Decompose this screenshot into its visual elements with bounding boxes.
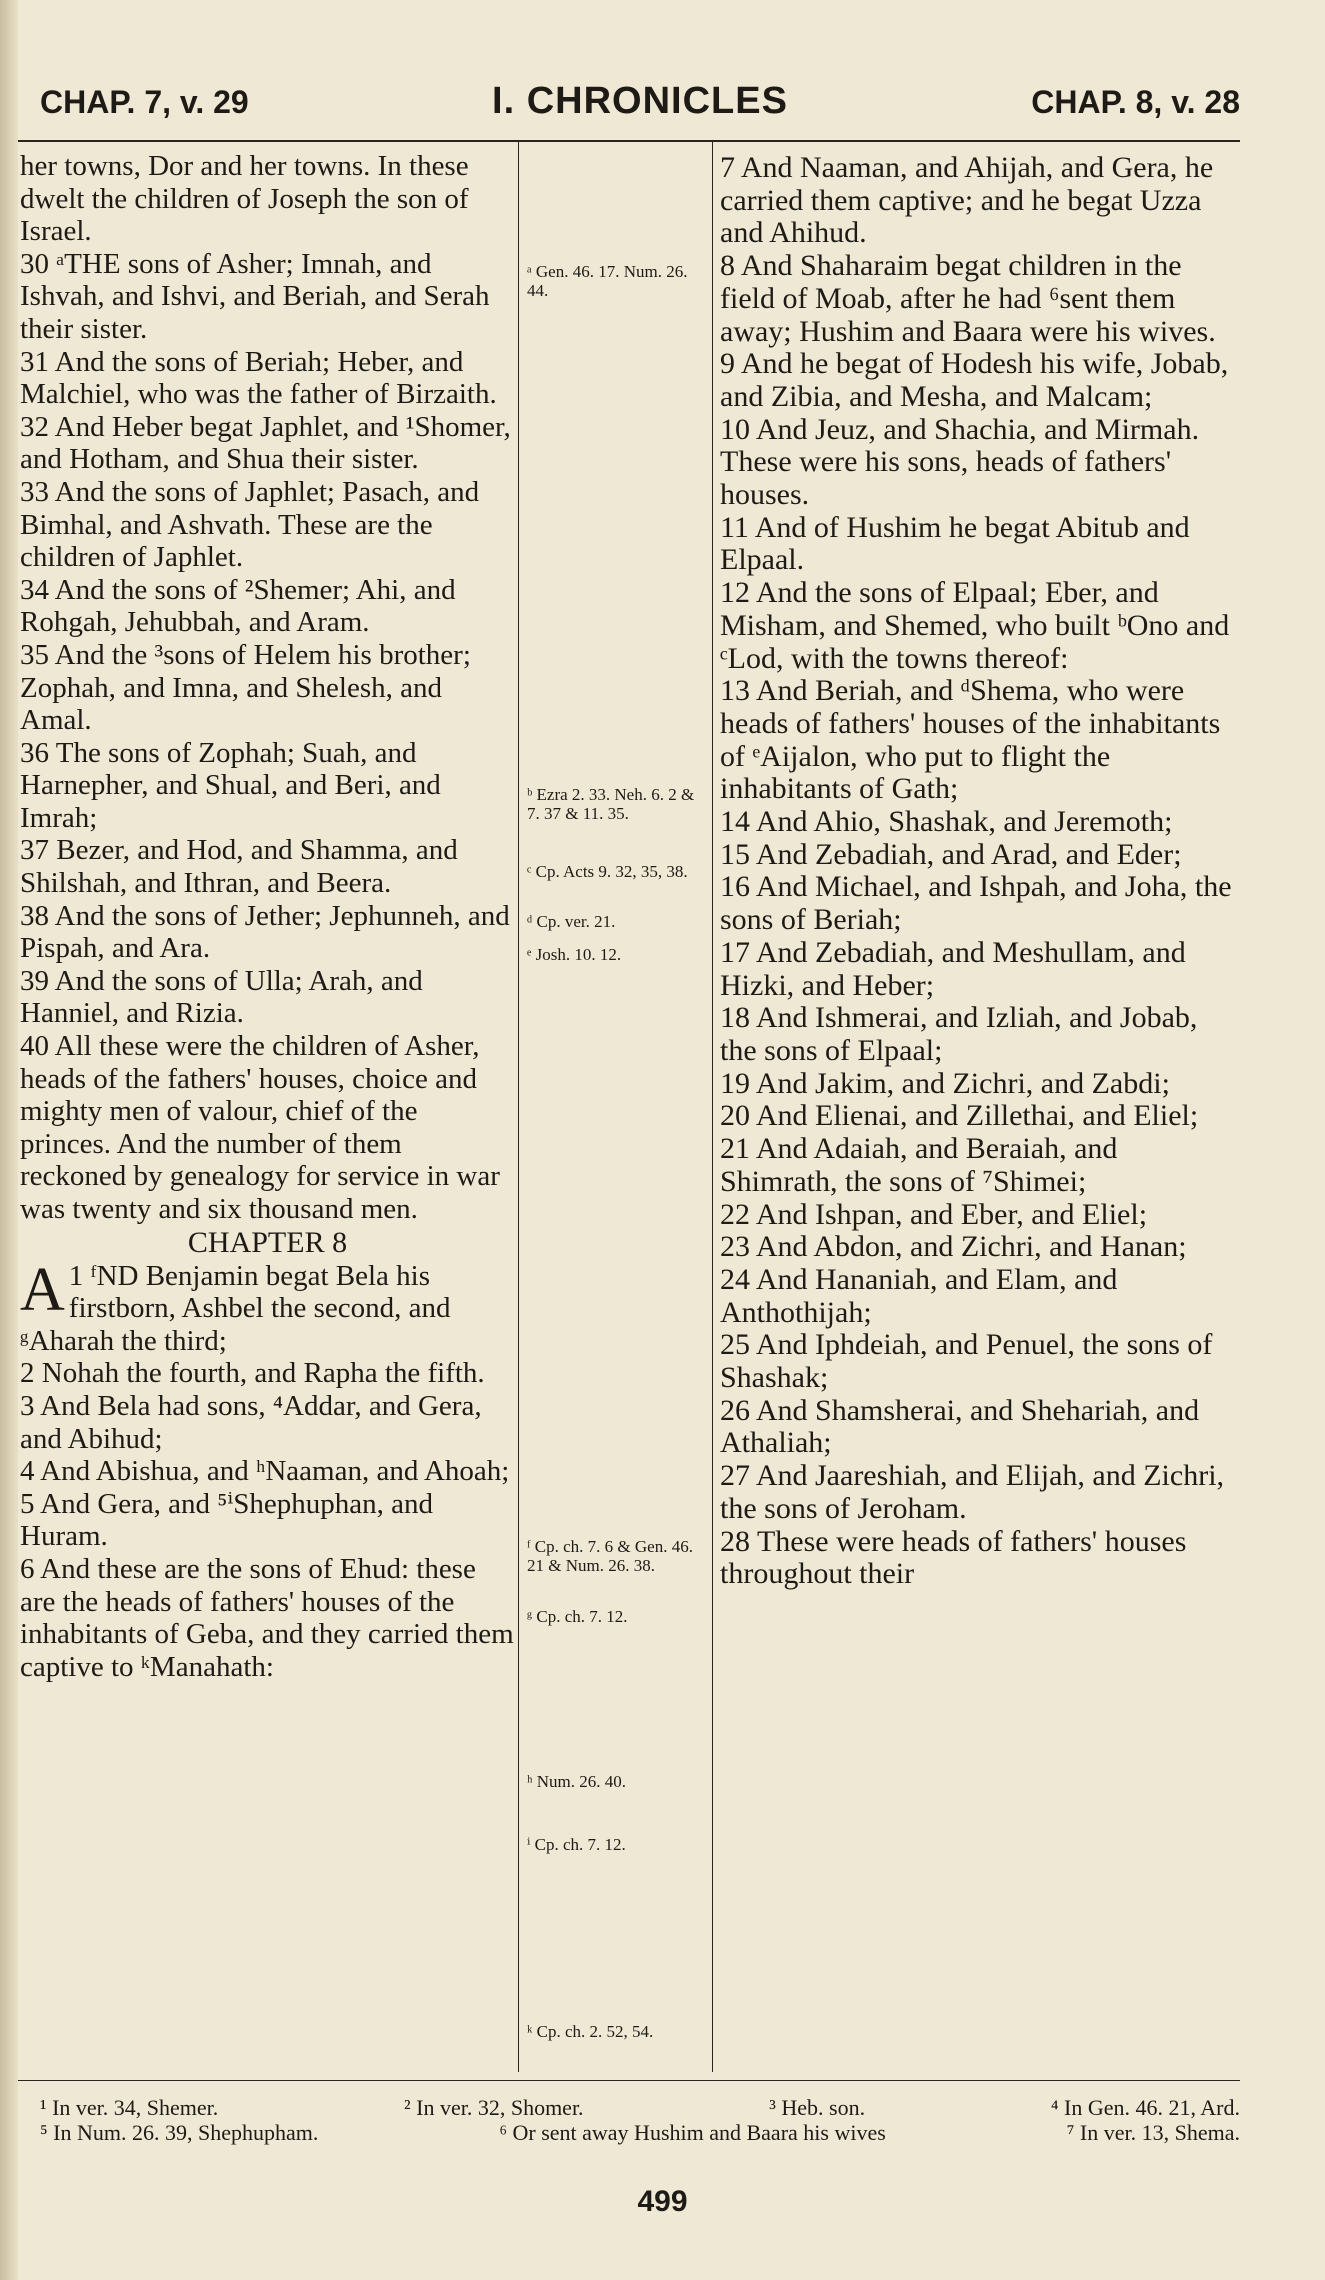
footnote: ⁴ In Gen. 46. 21, Ard. (1050, 2095, 1240, 2120)
verse-7-37: 37 Bezer, and Hod, and Shamma, and Shilshah, and Ithran, and Beera. (20, 834, 458, 900)
verse-8-15: 15 And Zebadiah, and Arad, and Eder; (720, 837, 1182, 871)
verse-8-25: 25 And Iphdeiah, and Penuel, the sons of Shashak; (720, 1328, 1213, 1395)
verse-7-35: 35 And the ³sons of Helem his brother; Zophah, and Imna, and Shelesh, and Amal. (20, 638, 471, 737)
verse-8-1-text: ND Benjamin begat Bela his firstborn, Ashbel the second, and ᵍAharah the third; (20, 1259, 451, 1357)
verse-8-19: 19 And Jakim, and Zichri, and Zabdi; (720, 1066, 1170, 1100)
footnote: ⁵ In Num. 26. 39, Shephupham. (40, 2120, 319, 2145)
header-left: CHAP. 7, v. 29 (40, 84, 249, 120)
cross-reference: ᵏ Cp. ch. 2. 52, 54. (527, 2022, 654, 2041)
left-text-column (20, 150, 515, 2070)
verse-7-34: 34 And the sons of ²Shemer; Ahi, and Rohgah, Jehubbah, and Aram. (20, 573, 456, 639)
verse-8-7: 7 And Naaman, and Ahijah, and Gera, he carried them captive; and he begat Uzza and Ahihud. (720, 152, 1214, 250)
verse-8-8: 8 And Shaharaim begat children in the field of Moab, after he had ⁶sent them away; Hushim and Baara were his wives. (720, 249, 1216, 348)
verse-7-38: 38 And the sons of Jether; Jephunneh, and Pispah, and Ara. (20, 899, 510, 965)
footnote: ⁷ In ver. 13, Shema. (1066, 2120, 1240, 2145)
cross-reference: ᵃ Gen. 46. 17. Num. 26. 44. (527, 262, 688, 300)
verse-8-14: 14 And Ahio, Shashak, and Jeremoth; (720, 805, 1173, 839)
cross-reference: ᶜ Cp. Acts 9. 32, 35, 38. (527, 862, 688, 881)
verse-8-28: 28 These were heads of fathers' houses throughout their (720, 1524, 1187, 1591)
verse-7-30: 30 ᵃTHE sons of Asher; Imnah, and Ishvah, and Ishvi, and Beriah, and Serah their sister. (20, 247, 490, 345)
footnotes (40, 2095, 1240, 2145)
book-title: I. CHRONICLES (492, 80, 788, 122)
footnote: ² In ver. 32, Shomer. (404, 2095, 584, 2120)
verse-8-17: 17 And Zebadiah, and Meshullam, and Hizki, and Heber; (720, 935, 1186, 1002)
cross-reference: ᶠ Cp. ch. 7. 6 & Gen. 46. 21 & Num. 26. 38. (527, 1537, 693, 1575)
right-text-column (720, 152, 1240, 2072)
verse-8-21: 21 And Adaiah, and Beraiah, and Shimrath, the sons of ⁷Shimei; (720, 1132, 1118, 1198)
cross-reference: ᵉ Josh. 10. 12. (527, 945, 622, 964)
page-gutter-shadow (0, 0, 18, 2280)
verse-8-26: 26 And Shamsherai, and Shehariah, and Athaliah; (720, 1393, 1200, 1460)
verse-7-31: 31 And the sons of Beriah; Heber, and Malchiel, who was the father of Birzaith. (20, 345, 497, 411)
footnote: ⁶ Or sent away Hushim and Baara his wives (499, 2120, 886, 2145)
cross-reference: ᵍ Cp. ch. 7. 12. (527, 1607, 628, 1626)
verse-8-13: 13 And Beriah, and ᵈShema, who were heads of fathers' houses of the inhabitants of ᵉAijalon, who put to flight the inhabitants of Gath; (720, 674, 1221, 806)
footnote-rule (18, 2080, 1240, 2081)
verse-8-12: 12 And the sons of Elpaal; Eber, and Misham, and Shemed, who built ᵇOno and ᶜLod, with the towns thereof: (720, 576, 1230, 675)
verse-8-22: 22 And Ishpan, and Eber, and Eliel; (720, 1197, 1148, 1231)
verse-8-2: 2 Nohah the fourth, and Rapha the fifth. (20, 1357, 485, 1390)
footnote-row (40, 2120, 1240, 2145)
verse-8-4: 4 And Abishua, and ʰNaaman, and Ahoah; (20, 1455, 510, 1488)
verse-7-32: 32 And Heber begat Japhlet, and ¹Shomer, and Hotham, and Shua their sister. (20, 410, 511, 476)
drop-cap: A (20, 1255, 65, 1324)
footnote: ³ Heb. son. (769, 2095, 866, 2120)
running-header (40, 80, 1240, 130)
cross-reference: ⁱ Cp. ch. 7. 12. (527, 1835, 626, 1854)
verse-8-5: 5 And Gera, and ⁵ⁱShephuphan, and Huram. (20, 1487, 433, 1553)
cross-reference: ᵈ Cp. ver. 21. (527, 912, 616, 931)
column-divider-right (712, 142, 713, 2072)
cross-reference: ᵇ Ezra 2. 33. Neh. 6. 2 & 7. 37 & 11. 35. (527, 785, 695, 823)
cross-reference-column (527, 150, 707, 2070)
header-right: CHAP. 8, v. 28 (1031, 84, 1240, 120)
verse-8-1 (20, 1255, 515, 1358)
verse-8-20: 20 And Elienai, and Zillethai, and Eliel; (720, 1099, 1199, 1133)
verse-8-11: 11 And of Hushim he begat Abitub and Elpaal. (720, 510, 1190, 577)
verse-8-10: 10 And Jeuz, and Shachia, and Mirmah. These were his sons, heads of fathers' houses. (720, 412, 1200, 512)
cross-reference: ʰ Num. 26. 40. (527, 1772, 626, 1791)
verse-8-3: 3 And Bela had sons, ⁴Addar, and Gera, and Abihud; (20, 1389, 482, 1455)
chapter-heading: CHAPTER 8 (187, 1225, 348, 1259)
column-divider-left (518, 142, 519, 2072)
verse-7-39: 39 And the sons of Ulla; Arah, and Hanniel, and Rizia. (20, 964, 423, 1030)
header-rule (18, 140, 1240, 142)
verse-7-33: 33 And the sons of Japhlet; Pasach, and Bimhal, and Ashvath. These are the children of Japhlet. (20, 475, 480, 574)
verse-7-36: 36 The sons of Zophah; Suah, and Harnepher, and Shual, and Beri, and Imrah; (20, 736, 441, 834)
verse-8-23: 23 And Abdon, and Zichri, and Hanan; (720, 1230, 1187, 1264)
verse-8-27: 27 And Jaareshiah, and Elijah, and Zichri, the sons of Jeroham. (720, 1459, 1225, 1525)
footnote: ¹ In ver. 34, Shemer. (40, 2095, 219, 2120)
footnote-row (40, 2095, 1240, 2120)
verse-8-16: 16 And Michael, and Ishpah, and Joha, the sons of Beriah; (720, 870, 1232, 937)
verse-8-18: 18 And Ishmerai, and Izliah, and Jobab, the sons of Elpaal; (720, 1001, 1198, 1067)
verse-8-9: 9 And he begat of Hodesh his wife, Jobab, and Zibia, and Mesha, and Malcam; (720, 347, 1229, 413)
verse-7-29-continued: her towns, Dor and her towns. In these dwelt the children of Joseph the son of Israel. (20, 150, 469, 248)
verse-8-6: 6 And these are the sons of Ehud: these are the heads of fathers' houses of the inhabitants of Geba, and they carried them captive to ᵏManahath: (20, 1552, 514, 1683)
verse-7-40: 40 All these were the children of Asher, heads of the fathers' houses, choice and mighty men of valour, chief of the princes. And the number of them reckoned by genealogy for service in war was twenty and six thousand men. (20, 1030, 500, 1225)
page-number: 499 (637, 2185, 688, 2218)
verse-8-24: 24 And Hananiah, and Elam, and Anthothijah; (720, 1262, 1118, 1329)
verse-8-1-number: 1 ᶠ (68, 1259, 97, 1292)
